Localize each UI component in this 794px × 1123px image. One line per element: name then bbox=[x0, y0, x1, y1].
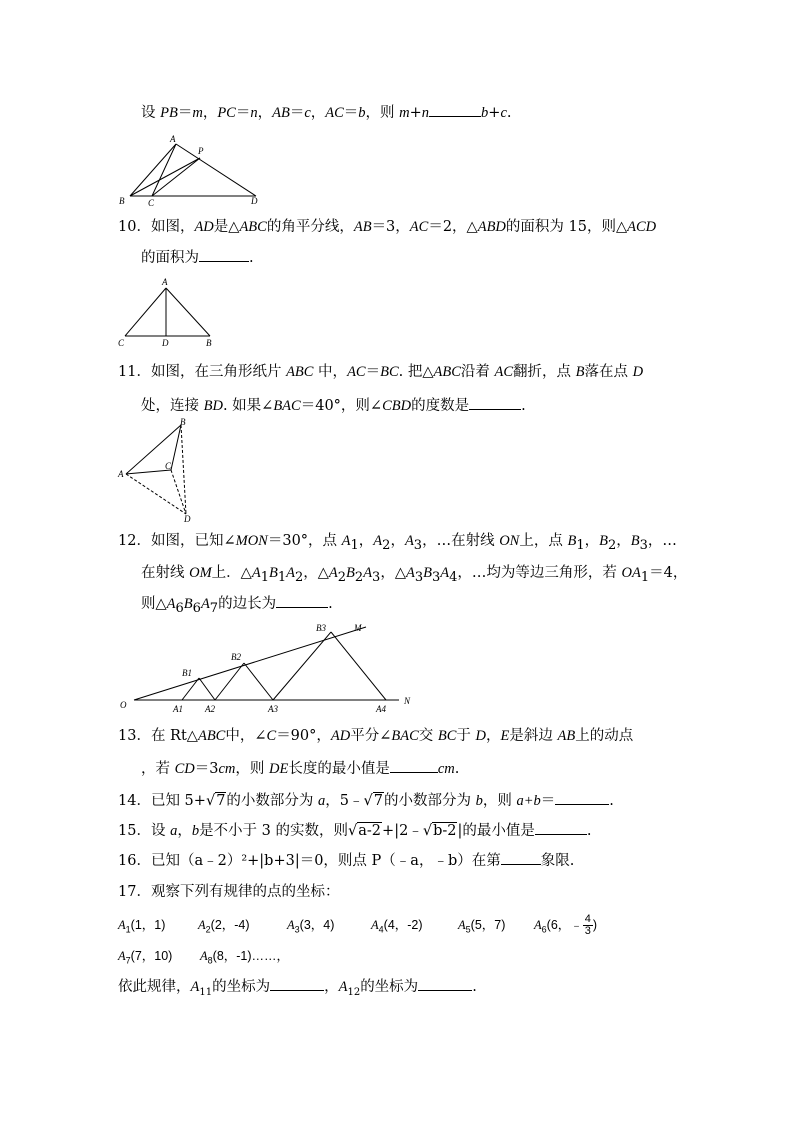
point: $A_3(3$，4) bbox=[287, 917, 335, 935]
label-A3: A3 bbox=[268, 704, 278, 714]
point: $A_4(4$，-2) bbox=[371, 917, 423, 935]
answer-blank[interactable] bbox=[276, 593, 328, 608]
answer-blank[interactable] bbox=[555, 790, 609, 805]
q13-line2: ，若 CD＝3cm，则 DE长度的最小值是 cm. bbox=[141, 758, 459, 779]
fraction: $\frac{4}{3}$ bbox=[584, 913, 591, 937]
answer-blank[interactable] bbox=[469, 395, 521, 410]
point: $A_6(6$，﹣ $\frac{4}{3}$ ) bbox=[534, 913, 598, 937]
label-C: C bbox=[148, 198, 155, 207]
label-C: C bbox=[165, 461, 172, 471]
label-N: N bbox=[404, 696, 411, 706]
q17-points-row2 bbox=[118, 946, 289, 971]
point: $A_7(7$，10) bbox=[118, 949, 173, 966]
answer-blank[interactable] bbox=[390, 758, 438, 773]
answer-blank[interactable] bbox=[429, 102, 481, 117]
answer-blank[interactable] bbox=[501, 850, 541, 865]
q17-conclusion: 依此规律，$A_{11}$的坐标为 ，$A_{12}$的坐标为 . bbox=[118, 976, 477, 1003]
point: $A_1(1$，1) bbox=[118, 917, 166, 935]
label-B: B bbox=[180, 417, 186, 427]
q9-text: 设 PB＝m，PC＝n，AB＝c，AC＝b，则 m+n b+c. bbox=[141, 102, 511, 123]
q9-figure bbox=[116, 132, 266, 207]
label-D: D bbox=[162, 338, 169, 348]
label-A2: A2 bbox=[205, 704, 215, 714]
q15-line: 15．设 a，b是不小于 3 的实数，则√a-2+|2﹣√b-2|的最小值是 . bbox=[118, 820, 591, 841]
label-C: C bbox=[118, 338, 125, 348]
q12-figure bbox=[116, 620, 421, 715]
point: $A_5(5$，7) bbox=[458, 917, 506, 935]
label-B2: B2 bbox=[231, 652, 241, 662]
q13-line1: 13．在 Rt△ABC中，∠C＝90°，AD平分∠BAC交 BC于 D，E是斜边 AB上的动点 bbox=[118, 728, 634, 744]
q11-figure bbox=[116, 416, 198, 524]
label-D: D bbox=[184, 514, 191, 524]
q11-line1: 11．如图，在三角形纸片 ABC 中，AC＝BC. 把△ABC沿着 AC翻折，点 B落在点 D bbox=[118, 364, 644, 380]
point: $A_8(8$，-1)……， bbox=[200, 949, 290, 966]
answer-blank[interactable] bbox=[418, 976, 472, 991]
q10-line1: 10．如图，AD是△ABC的角平分线，AB＝3，AC＝2，△ABD的面积为 15，则△ACD bbox=[118, 219, 657, 235]
q12-line1: 12．如图，已知∠MON＝30°，点 $A_1$，$A_2$，$A_3$，…在射线 ON上，点 $B_1$，$B_2$，$B_3$，… bbox=[118, 533, 677, 553]
q12-line2: 在射线 OM上．$\triangle A_1B_1A_2$，$\triangle A_2B_2A_3$，$\triangle A_3B_3A_4$，…均为等边三角形，若 $OA_1=4$， bbox=[141, 565, 688, 585]
label-A: A bbox=[118, 469, 124, 479]
answer-blank[interactable] bbox=[535, 820, 587, 835]
q11-line2: 处，连接 BD. 如果∠BAC＝40°，则∠CBD的度数是 . bbox=[141, 395, 526, 416]
point: $A_2(2$，-4) bbox=[198, 917, 250, 935]
label-O: O bbox=[120, 700, 127, 710]
q16-line: 16．已知（a﹣2）²+|b+3|＝0，则点 P（﹣a，﹣b）在第 象限. bbox=[118, 850, 574, 871]
label-B1: B1 bbox=[182, 668, 192, 678]
label-A: A bbox=[170, 134, 176, 144]
label-D: D bbox=[251, 196, 258, 206]
label-B3: B3 bbox=[316, 623, 326, 633]
answer-blank[interactable] bbox=[199, 247, 249, 262]
label-B: B bbox=[119, 196, 125, 206]
label-A4: A4 bbox=[376, 704, 386, 714]
label-B: B bbox=[206, 338, 212, 348]
answer-blank[interactable] bbox=[270, 976, 324, 991]
label-M: M bbox=[354, 623, 362, 633]
q14-line: 14．已知 5+√7的小数部分为 a，5﹣√7的小数部分为 b，则 a+b＝ . bbox=[118, 790, 614, 811]
label-A1: A1 bbox=[173, 704, 183, 714]
q17-title: 17．观察下列有规律的点的坐标： bbox=[118, 884, 340, 900]
q17-points-row1 bbox=[118, 914, 597, 939]
label-A: A bbox=[162, 277, 168, 287]
label-P: P bbox=[198, 146, 204, 156]
q12-line3: 则$\triangle A_6B_6A_7$的边长为 . bbox=[141, 593, 333, 619]
q10-line2: 的面积为 . bbox=[141, 247, 254, 268]
q10-figure bbox=[114, 276, 224, 348]
